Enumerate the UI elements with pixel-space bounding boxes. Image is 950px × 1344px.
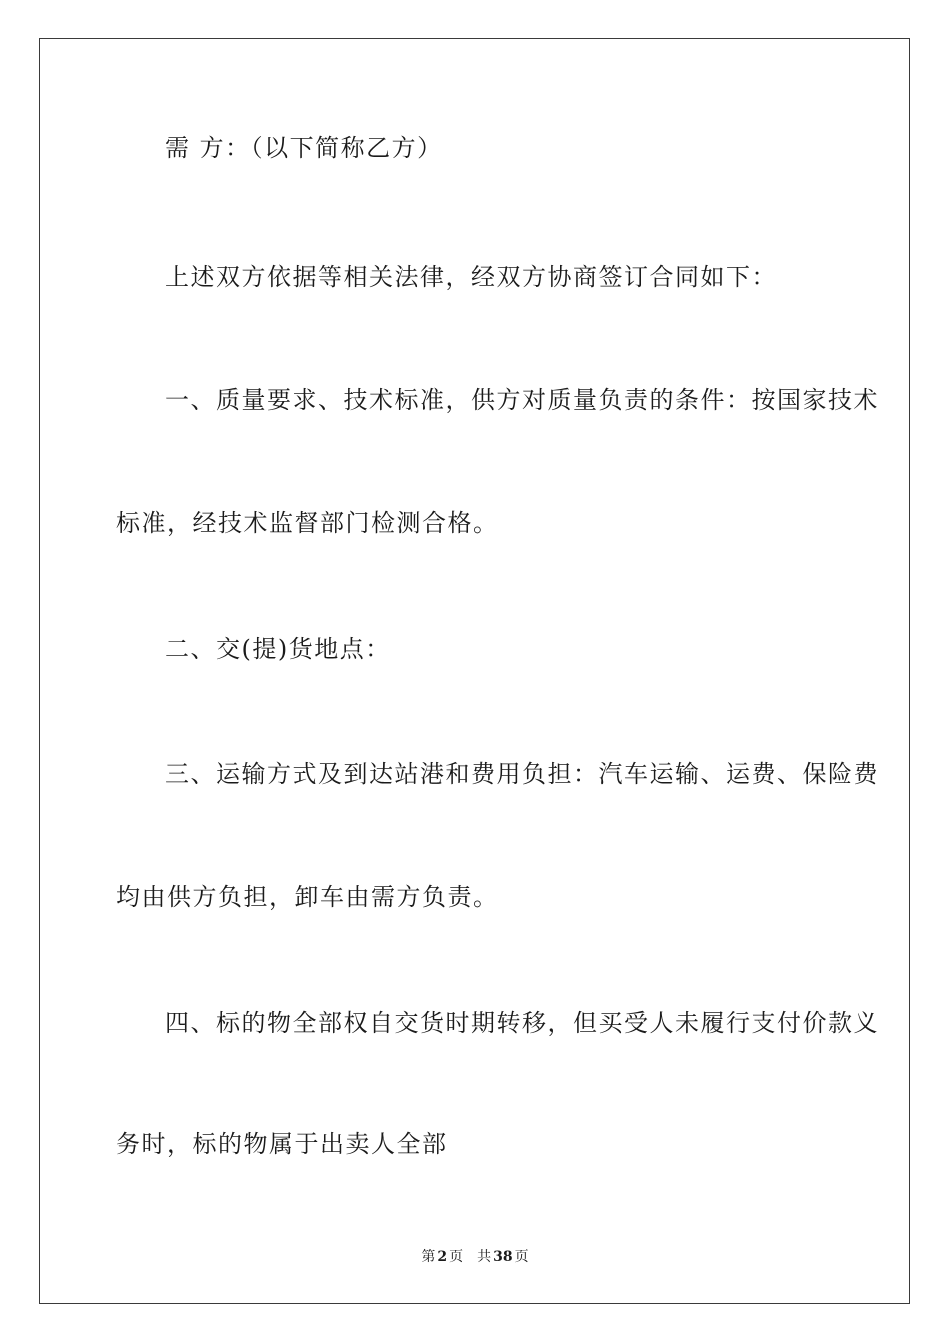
clause-3-line-1: 三、运输方式及到达站港和费用负担：汽车运输、运费、保险费 xyxy=(165,760,879,788)
clause-3-line-2: 均由供方负担，卸车由需方负责。 xyxy=(116,883,499,911)
paragraph-buyer-line: 需 方：（以下简称乙方） xyxy=(165,134,443,162)
footer-page-number: 2 xyxy=(437,1249,448,1265)
clause-4-line-1: 四、标的物全部权自交货时期转移，但买受人未履行支付价款义 xyxy=(165,1009,879,1037)
clause-1-line-2: 标准，经技术监督部门检测合格。 xyxy=(116,509,499,537)
footer-total-prefix: 共 xyxy=(477,1249,492,1265)
footer-total-number: 38 xyxy=(493,1249,513,1265)
footer-page-suffix: 页 xyxy=(449,1249,464,1265)
clause-2-line-1: 二、交(提)货地点： xyxy=(165,635,391,663)
clause-4-line-2: 务时，标的物属于出卖人全部 xyxy=(116,1130,448,1158)
footer-total-suffix: 页 xyxy=(514,1249,529,1265)
paragraph-preamble: 上述双方依据等相关法律，经双方协商签订合同如下： xyxy=(165,263,777,291)
clause-1-line-1: 一、质量要求、技术标准，供方对质量负责的条件：按国家技术 xyxy=(165,386,879,414)
footer-page-prefix: 第 xyxy=(421,1249,436,1265)
page-border xyxy=(39,38,910,1304)
page-footer xyxy=(0,1248,950,1266)
